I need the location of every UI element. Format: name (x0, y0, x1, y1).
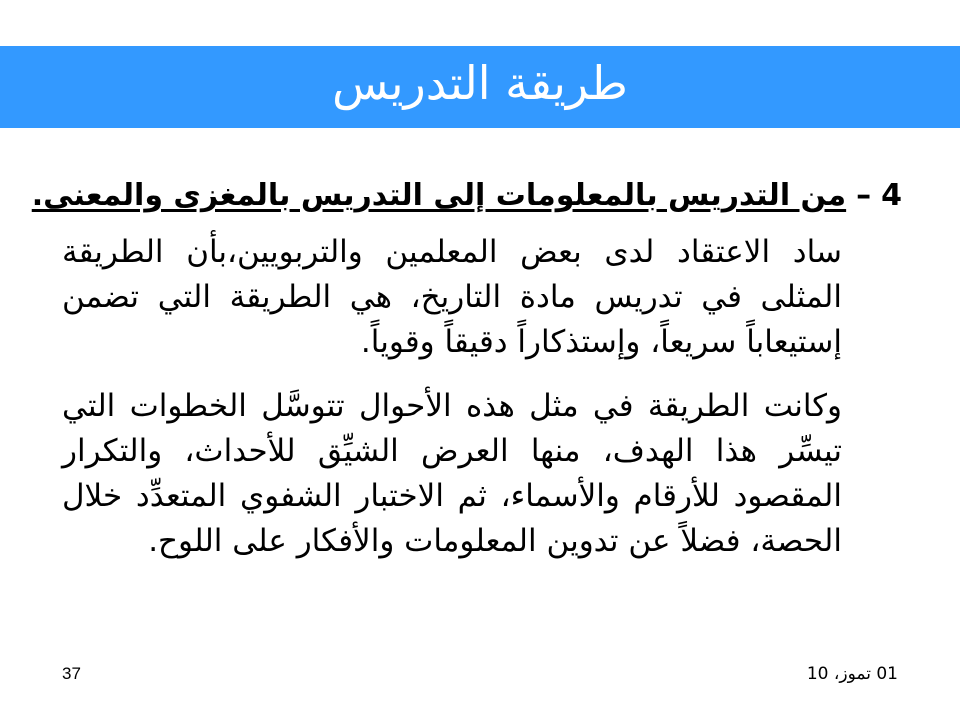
heading-number: 4 (881, 178, 902, 213)
paragraph-1: ساد الاعتقاد لدى بعض المعلمين والتربويين،بأن الطريقة المثلى في تدريس مادة التاريخ، هي الطريقة التي تضمن إستيعاباً سريعاً، وإستذكاراً دقيقاً وقوياً. (62, 234, 842, 360)
slide-heading (31, 176, 902, 216)
footer-date: 01 تموز، 10 (806, 664, 898, 684)
heading-text: من التدريس بالمعلومات إلى التدريس بالمغزى والمعنى. (31, 178, 847, 213)
title-bar (0, 46, 960, 128)
footer-page-number: 37 (62, 664, 81, 683)
slide-title: طريقة التدريس (332, 56, 628, 110)
heading-dash: – (856, 178, 872, 213)
paragraph-2: وكانت الطريقة في مثل هذه الأحوال تتوسَّل الخطوات التي تيسِّر هذا الهدف، منها العرض الشيِّق للأحداث، والتكرار المقصود للأرقام والأسماء، ثم الاختبار الشفوي المتعدِّد خلال الحصة، فضلاً عن تدوين المعلومات والأفكار على اللوح. (62, 388, 842, 559)
